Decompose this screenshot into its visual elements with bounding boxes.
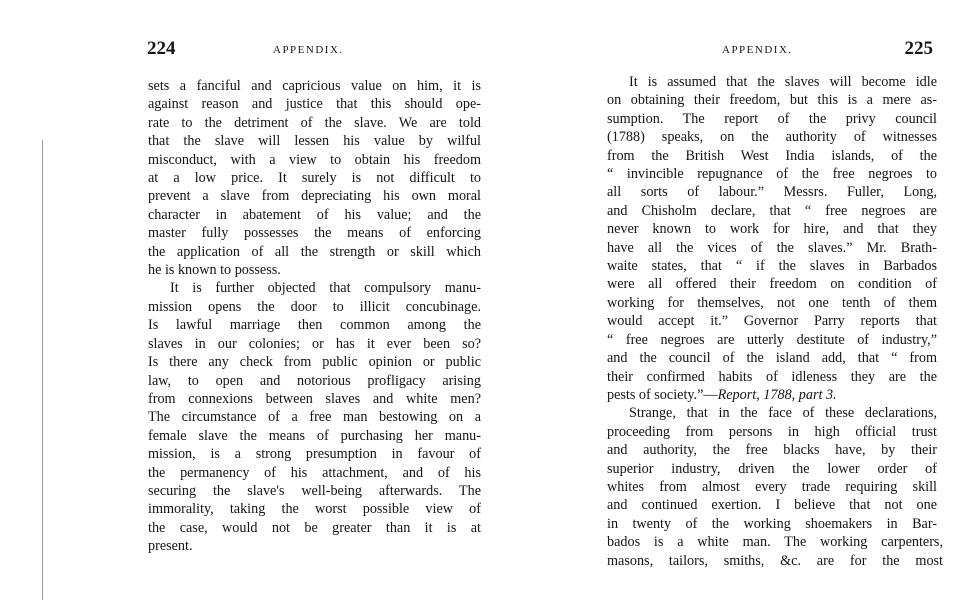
text-line: Is lawful marriage then common among the <box>148 317 481 334</box>
text-line: “ invincible repugnance of the free negroes to <box>607 166 937 183</box>
text-line: their confirmed habits of idleness they are the <box>607 368 937 385</box>
text-line: the permanency of his attachment, and of his <box>148 464 481 481</box>
text-line: would accept it.” Governor Parry reports that <box>607 313 937 330</box>
text-line: the case, would not be greater than it is at <box>148 519 481 536</box>
citation-line <box>607 386 937 404</box>
text-line: mission, is a strong presumption in favour of <box>148 446 481 463</box>
text-line: superior industry, driven the lower order of <box>607 460 937 477</box>
text-line: proceeding from persons in high official trust <box>607 423 937 440</box>
text-line: The circumstance of a free man bestowing on a <box>148 409 481 426</box>
text-line: character in abatement of his value; and the <box>148 206 481 223</box>
text-line: masons, tailors, smiths, &c. are for the most <box>607 552 943 569</box>
text-line: whites from almost every trade requiring skill <box>607 478 937 495</box>
text-line: Strange, that in the face of these declarations, <box>629 405 937 422</box>
text-line: against reason and justice that this should ope- <box>148 96 481 113</box>
text-line: have all the vices of the slaves.” Mr. Brath- <box>607 239 937 256</box>
page-number-right: 225 <box>904 38 933 59</box>
text-line: the application of all the strength or skill which <box>148 243 481 260</box>
text-line: rate to the detriment of the slave. We are told <box>148 114 481 131</box>
text-line: misconduct, with a view to obtain his freedom <box>148 151 481 168</box>
text-line: and the council of the island add, that “ from <box>607 350 937 367</box>
text-line: It is assumed that the slaves will become idle <box>629 74 937 90</box>
report-citation: Report, 1788, part 3. <box>717 386 837 403</box>
text-line: (1788) speaks, on the authority of witnesses <box>607 129 937 146</box>
page-number-left: 224 <box>147 38 176 59</box>
right-page <box>500 0 980 607</box>
text-line: never known to work for hire, and that they <box>607 221 937 238</box>
running-head-left: APPENDIX. <box>273 44 344 56</box>
text-line: he is known to possess. <box>148 262 281 279</box>
right-page-body <box>607 73 943 570</box>
text-line: mission opens the door to illicit concubinage. <box>148 298 481 315</box>
left-page-body <box>148 77 481 556</box>
text-line: that the slave will lessen his value by wilful <box>148 133 481 150</box>
text-line: Is there any check from public opinion or public <box>148 354 481 371</box>
text-line: pests of society.”— <box>607 386 718 403</box>
text-line: present. <box>148 538 193 555</box>
text-line: It is further objected that compulsory manu- <box>170 280 481 297</box>
running-head-right: APPENDIX. <box>722 44 793 56</box>
text-line: from the British West India islands, of the <box>607 147 937 164</box>
text-line: from connexions between slaves and white men? <box>148 390 481 407</box>
text-line: sets a fanciful and capricious value on him, it is <box>148 78 481 94</box>
text-line: prevent a slave from depreciating his own moral <box>148 188 481 205</box>
text-line: were all offered their freedom on condition of <box>607 276 937 293</box>
text-line: waite states, that “ if the slaves in Barbados <box>607 258 937 275</box>
text-line: master fully possesses the means of enforcing <box>148 225 481 242</box>
text-line: slaves in our colonies; or has it ever been so? <box>148 335 481 352</box>
text-line: and authority, the free blacks have, by their <box>607 442 937 459</box>
text-line: “ free negroes are utterly destitute of industry,” <box>607 331 937 348</box>
text-line: bados is a white man. The working carpenters, <box>607 534 943 551</box>
text-line: all sorts of labour.” Messrs. Fuller, Long, <box>607 184 937 201</box>
text-line: working for themselves, not one tenth of them <box>607 294 937 311</box>
text-line: female slave the means of purchasing her manu- <box>148 427 481 444</box>
binding-edge-line <box>42 140 43 600</box>
text-line: in twenty of the working shoemakers in Bar- <box>607 515 937 532</box>
text-line: immorality, taking the worst possible view of <box>148 501 481 518</box>
text-line: on obtaining their freedom, but this is a mere as- <box>607 92 937 109</box>
text-line: sumption. The report of the privy council <box>607 110 937 127</box>
text-line: and Chisholm declare, that “ free negroes are <box>607 202 937 219</box>
text-line: law, to open and notorious profligacy arising <box>148 372 481 389</box>
text-line: at a low price. It surely is not difficult to <box>148 170 481 187</box>
text-line: and continued exertion. I believe that not one <box>607 497 937 514</box>
text-line: securing the slave's well-being afterwards. The <box>148 482 481 499</box>
